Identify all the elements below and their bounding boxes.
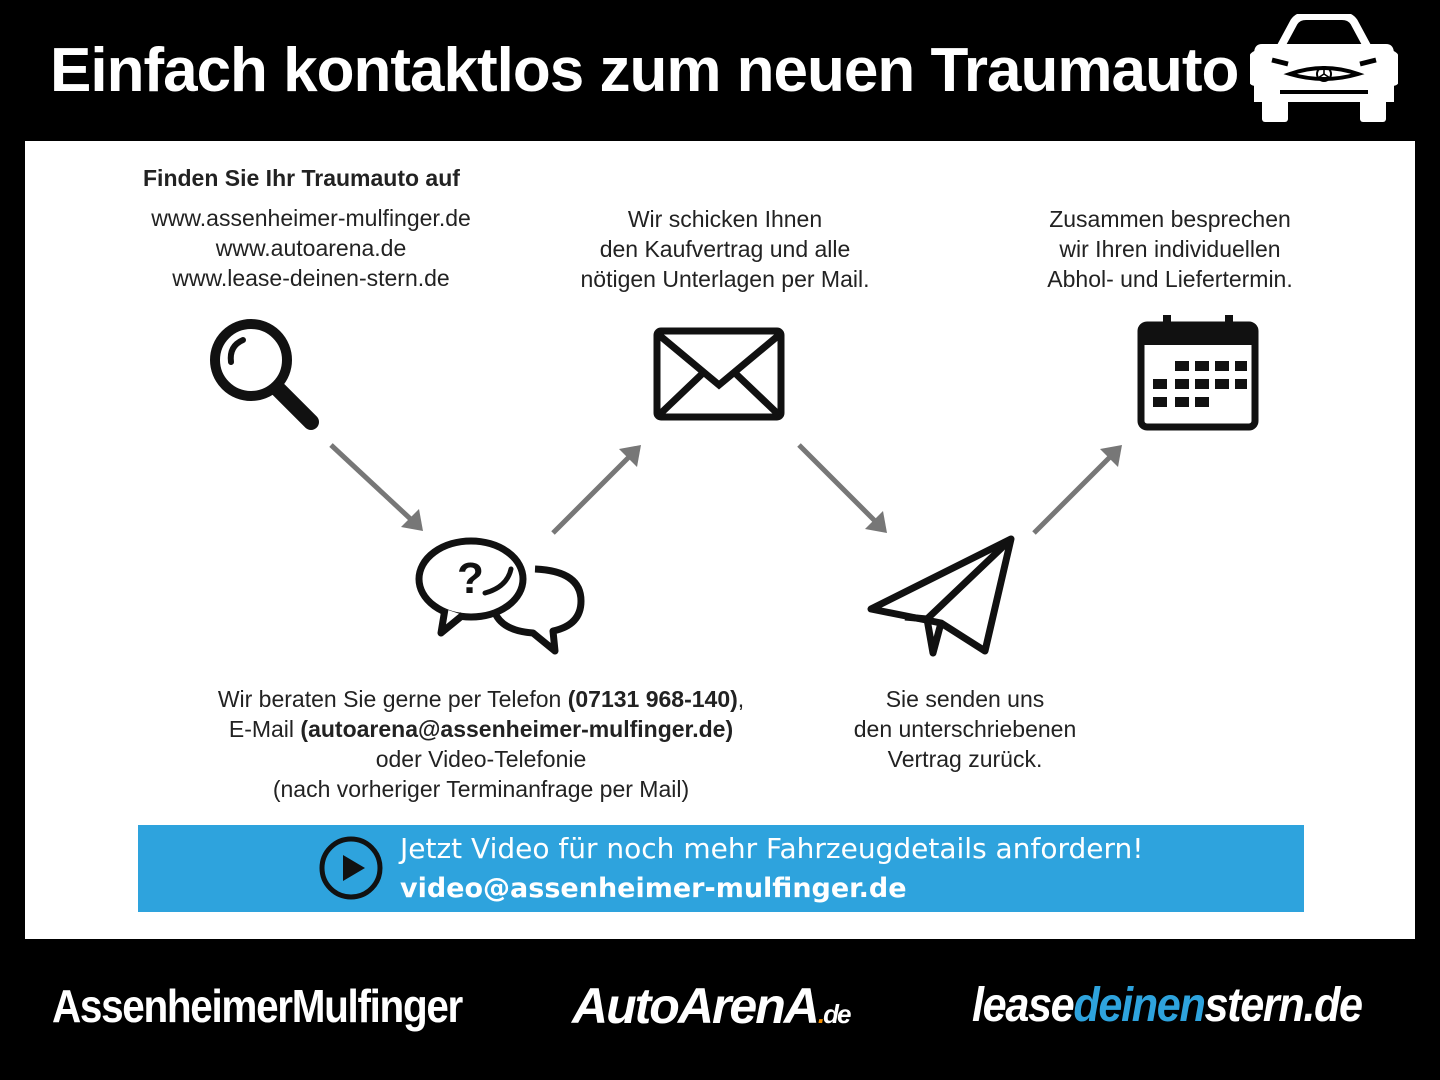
arrow-icon [1030,441,1126,537]
calendar-icon [1137,313,1259,431]
step-text-line: Sie senden uns [885,686,1045,712]
logo-lease-part: deinen [1073,979,1205,1032]
consult-text: , [737,686,745,712]
step-text-line: den unterschriebenen [853,716,1077,742]
consult-text: oder Video-Telefonie [375,746,587,772]
logo-autoarena[interactable] [572,978,849,1042]
logo-lease-deinen-stern[interactable] [972,978,1362,1034]
svg-text:?: ? [457,554,484,603]
website-link[interactable]: www.assenheimer-mulfinger.de [151,205,471,231]
step-text-line: nötigen Unterlagen per Mail. [580,266,870,292]
website-link[interactable]: www.lease-deinen-stern.de [172,265,450,291]
banner-headline: Jetzt Video für noch mehr Fahrzeugdetails anfordern! [400,832,1144,865]
step-text-line: Abhol- und Liefertermin. [1047,266,1293,292]
banner-email-link[interactable]: video@assenheimer-mulfinger.de [400,873,907,904]
logo-lease-part: lease [972,979,1074,1032]
play-icon[interactable] [318,835,384,901]
step-text-line: wir Ihren individuellen [1059,236,1281,262]
logo-assenheimer-mulfinger[interactable]: AssenheimerMulfinger [52,980,462,1032]
consult-line [175,684,787,714]
step-find-heading: Finden Sie Ihr Traumauto auf [143,165,460,191]
content-panel [25,141,1415,939]
phone-number[interactable]: (07131 968-140) [567,686,738,712]
consult-text: (nach vorheriger Terminanfrage per Mail) [272,776,690,802]
logo-autoarena-suffix: de [823,999,850,1029]
logo-lease-part: stern.de [1204,979,1362,1032]
consult-line [175,714,787,744]
paper-plane-icon [867,535,1017,659]
step-return-contract [815,684,1115,774]
arrow-icon [325,439,429,537]
step-find [121,163,501,293]
logo-autoarena-dot: . [817,999,824,1029]
email-link[interactable]: (autoarena@assenheimer-mulfinger.de) [300,716,734,742]
step-consult [175,684,787,804]
arrow-icon [549,441,645,537]
step-text-line: Zusammen besprechen [1049,206,1291,232]
step-text-line: den Kaufvertrag und alle [599,236,851,262]
page-title: Einfach kontaktlos zum neuen Traumauto [50,36,1239,105]
arrow-icon [795,441,891,537]
video-request-banner[interactable] [138,825,1304,912]
step-schedule [1005,204,1335,294]
step-text-line: Vertrag zurück. [887,746,1043,772]
consult-text: E-Mail [228,716,301,742]
logo-autoarena-main: AutoArenA [572,978,818,1034]
website-link[interactable]: www.autoarena.de [215,235,407,261]
step-text-line: Wir schicken Ihnen [627,206,823,232]
consult-text: Wir beraten Sie gerne per Telefon [217,686,568,712]
envelope-icon [653,327,785,421]
step-send-contract [545,204,905,294]
chat-question-icon [415,535,585,657]
car-icon [1250,14,1398,124]
search-icon [207,316,323,432]
